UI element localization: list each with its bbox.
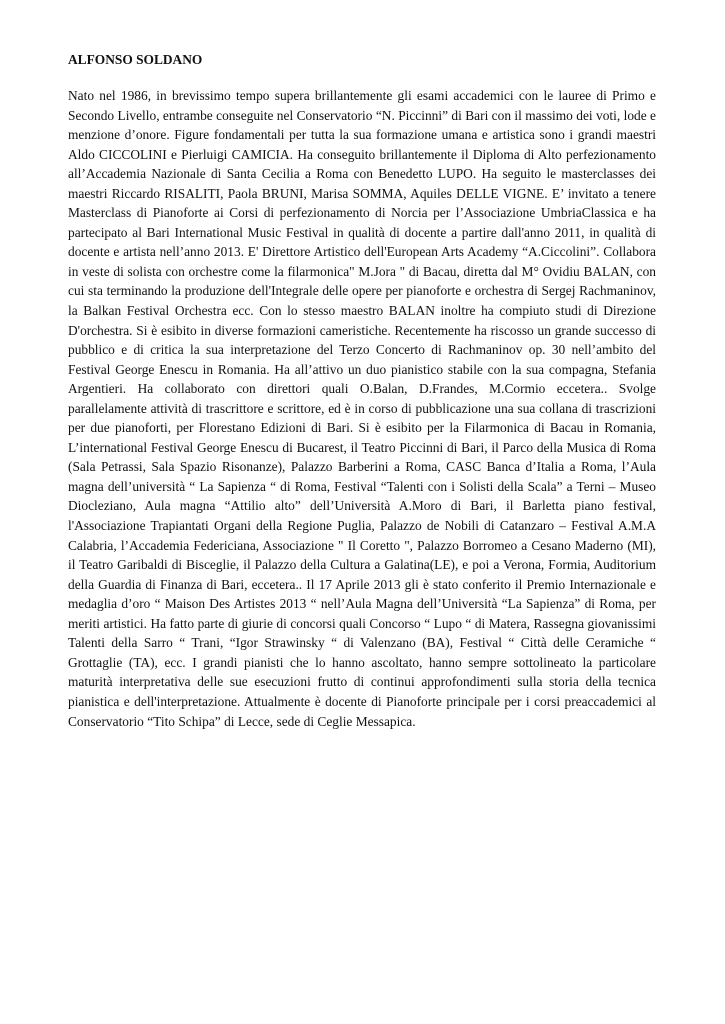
document-title: ALFONSO SOLDANO <box>68 52 203 67</box>
biography-paragraph: Nato nel 1986, in brevissimo tempo supera brillantemente gli esami accademici con le lauree di Primo e Secondo Livello, entrambe conseguite nel Conservatorio “N. Piccinni” di Bari con il massimo dei voti, lode e menzione d’onore. Figure fondamentali per tutta la sua formazione umana e artistica sono i grandi maestri Aldo CICCOLINI e Pierluigi CAMICIA. Ha conseguito brillantemente il Diploma di Alto perfezionamento all’Accademia Nazionale di Santa Cecilia a Roma con Benedetto LUPO. Ha seguito le masterclasses dei maestri Riccardo RISALITI, Paola BRUNI, Marisa SOMMA, Aquiles DELLE VIGNE. E’ invitato a tenere Masterclass di Pianoforte ai Corsi di perfezionamento di Norcia per l’Associazione UmbriaClassica e ha partecipato al Bari International Music Festival in qualità di docente a partire dall'anno 2011, in qualità di docente e artista nell’anno 2013. E' Direttore Artistico dell'European Arts Academy “A.Ciccolini”. Collabora in veste di solista con orchestre come la filarmonica" M.Jora " di Bacau, diretta dal M° Ovidiu BALAN, con cui sta terminando la produzione dell'Integrale delle opere per pianoforte e orchestra di Sergej Rachmaninov, la Balkan Festival Orchestra ecc. Con lo stesso maestro BALAN inoltre ha compiuto studi di Direzione D'orchestra. Si è esibito in diverse formazioni cameristiche. Recentemente ha riscosso un grande successo di pubblico e di critica la sua interpretazione del Terzo Concerto di Rachmaninov op. 30 nell’ambito del Festival George Enescu in Romania. Ha all’attivo un duo pianistico stabile con la sua compagna, Stefania Argentieri. Ha collaborato con direttori quali O.Balan, D.Frandes, M.Cormio eccetera.. Svolge parallelamente attività di trascrittore e scrittore, ed è in corso di pubblicazione una sua collana di trascrizioni per due pianoforti, per Florestano Edizioni di Bari. Si è esibito per la Filarmonica di Bacau in Romania, L’international Festival George Enescu di Bucarest, il Teatro Piccinni di Bari, il Parco della Musica di Roma (Sala Petrassi, Sala Spazio Risonanze), Palazzo Barberini a Roma, CASC Banca d’Italia a Roma, l’Aula magna dell’università “ La Sapienza “ di Roma, Festival “Talenti con i Solisti della Scala” a Terni – Museo Diocleziano, Aula magna “Attilio alto” dell’Università A.Moro di Bari, il Barletta piano festival, l'Associazione Trapiantati Organi della Regione Puglia, Palazzo de Nobili di Catanzaro – Festival A.M.A Calabria, l’Accademia Federiciana, Associazione " Il Coretto ", Palazzo Borromeo a Cesano Maderno (MI), il Teatro Garibaldi di Bisceglie, il Palazzo della Cultura a Galatina(LE), e poi a Verona, Formia, Auditorium della Guardia di Finanza di Bari, eccetera.. Il 17 Aprile 2013 gli è stato conferito il Premio Internazionale e medaglia d’oro “ Maison Des Artistes 2013 “ nell’Aula Magna dell’Università “La Sapienza” di Roma, per meriti artistici. Ha fatto parte di giurie di concorsi quali Concorso “ Lupo “ di Matera, Rassegna giovanissimi Talenti della Sarro “ Trani, “Igor Strawinsky “ di Valenzano (BA), Festival “ Città delle Ceramiche “ Grottaglie (TA), ecc. I grandi pianisti che lo hanno ascoltato, hanno sempre sottolineato la particolare maturità interpretativa delle sue esecuzioni frutto di continui approfondimenti sulla storia della tecnica pianistica e dell'interpretazione. Attualmente è docente di Pianoforte principale per i corsi preaccademici al Conservatorio “Tito Schipa” di Lecce, sede di Ceglie Messapica. <box>68 88 656 729</box>
